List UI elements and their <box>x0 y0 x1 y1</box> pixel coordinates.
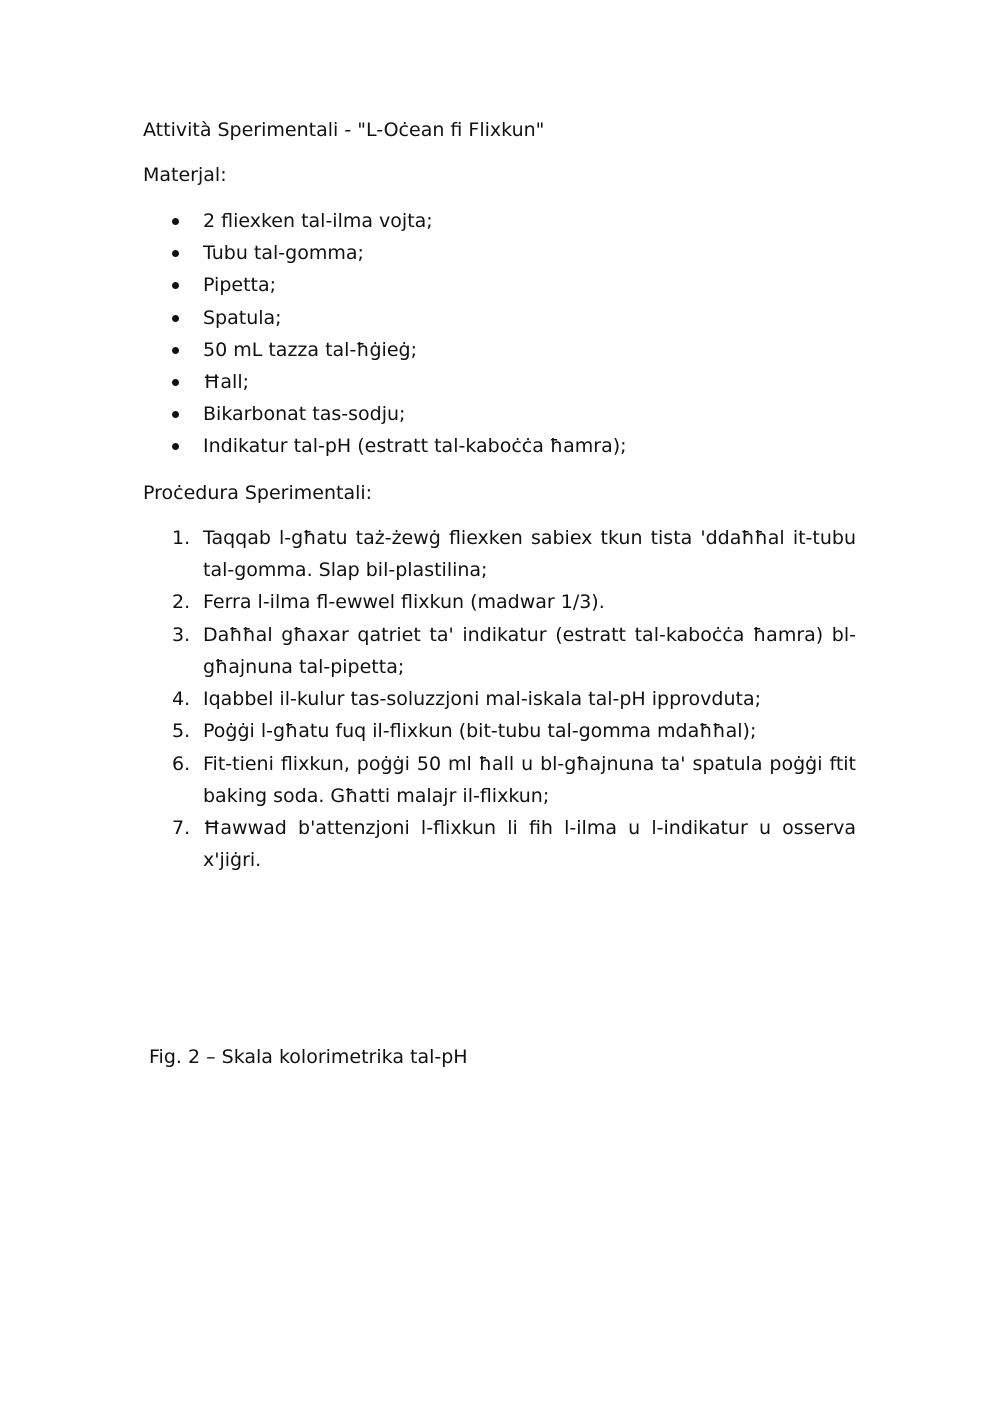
figure-caption: Fig. 2 – Skala kolorimetrika tal-pH <box>149 1046 468 1068</box>
material-label: 2 fliexken tal-ilma vojta; <box>203 210 433 232</box>
step-text: Ferra l-ilma fl-ewwel flixkun (madwar 1/3). <box>203 591 605 613</box>
step-number: 5. <box>172 720 191 742</box>
step-number: 7. <box>172 817 191 839</box>
bullet-icon <box>172 218 179 225</box>
bullet-icon <box>172 379 179 386</box>
step-number: 1. <box>172 527 191 549</box>
procedure-heading: Proċedura Sperimentali: <box>143 482 373 504</box>
step-number: 4. <box>172 688 191 710</box>
document-title: Attività Sperimentali - "L-Oċean fi Flixkun" <box>143 119 545 141</box>
step-number: 3. <box>172 624 191 646</box>
material-label: Pipetta; <box>203 274 277 296</box>
step-text: Iqabbel il-kulur tas-soluzzjoni mal-iskala tal-pH ipprovduta; <box>203 688 761 710</box>
bullet-icon <box>172 347 179 354</box>
step-text: Daħħal għaxar qatriet ta' indikatur (estratt tal-kaboċċa ħamra) bl-għajnuna tal-pipetta; <box>203 624 856 678</box>
bullet-icon <box>172 250 179 257</box>
bullet-icon <box>172 411 179 418</box>
materials-heading: Materjal: <box>143 164 227 186</box>
material-label: Ħall; <box>203 371 250 393</box>
material-label: 50 mL tazza tal-ħġieġ; <box>203 339 417 361</box>
bullet-icon <box>172 315 179 322</box>
step-text: Poġġi l-għatu fuq il-flixkun (bit-tubu tal-gomma mdaħħal); <box>203 720 757 742</box>
step-number: 2. <box>172 591 191 613</box>
material-label: Indikatur tal-pH (estratt tal-kaboċċa ħamra); <box>203 435 627 457</box>
step-text: Ħawwad b'attenzjoni l-flixkun li fih l-ilma u l-indikatur u osserva x'jiġri. <box>203 817 856 871</box>
material-label: Bikarbonat tas-sodju; <box>203 403 406 425</box>
step-text: Fit-tieni flixkun, poġġi 50 ml ħall u bl-għajnuna ta' spatula poġġi ftit baking soda. Għatti malajr il-flixkun; <box>203 753 856 807</box>
material-label: Spatula; <box>203 307 282 329</box>
bullet-icon <box>172 443 179 450</box>
step-text: Taqqab l-għatu taż-żewġ fliexken sabiex tkun tista 'ddaħħal it-tubu tal-gomma. Slap bil-plastilina; <box>203 527 856 581</box>
material-label: Tubu tal-gomma; <box>203 242 364 264</box>
step-number: 6. <box>172 753 191 775</box>
bullet-icon <box>172 282 179 289</box>
